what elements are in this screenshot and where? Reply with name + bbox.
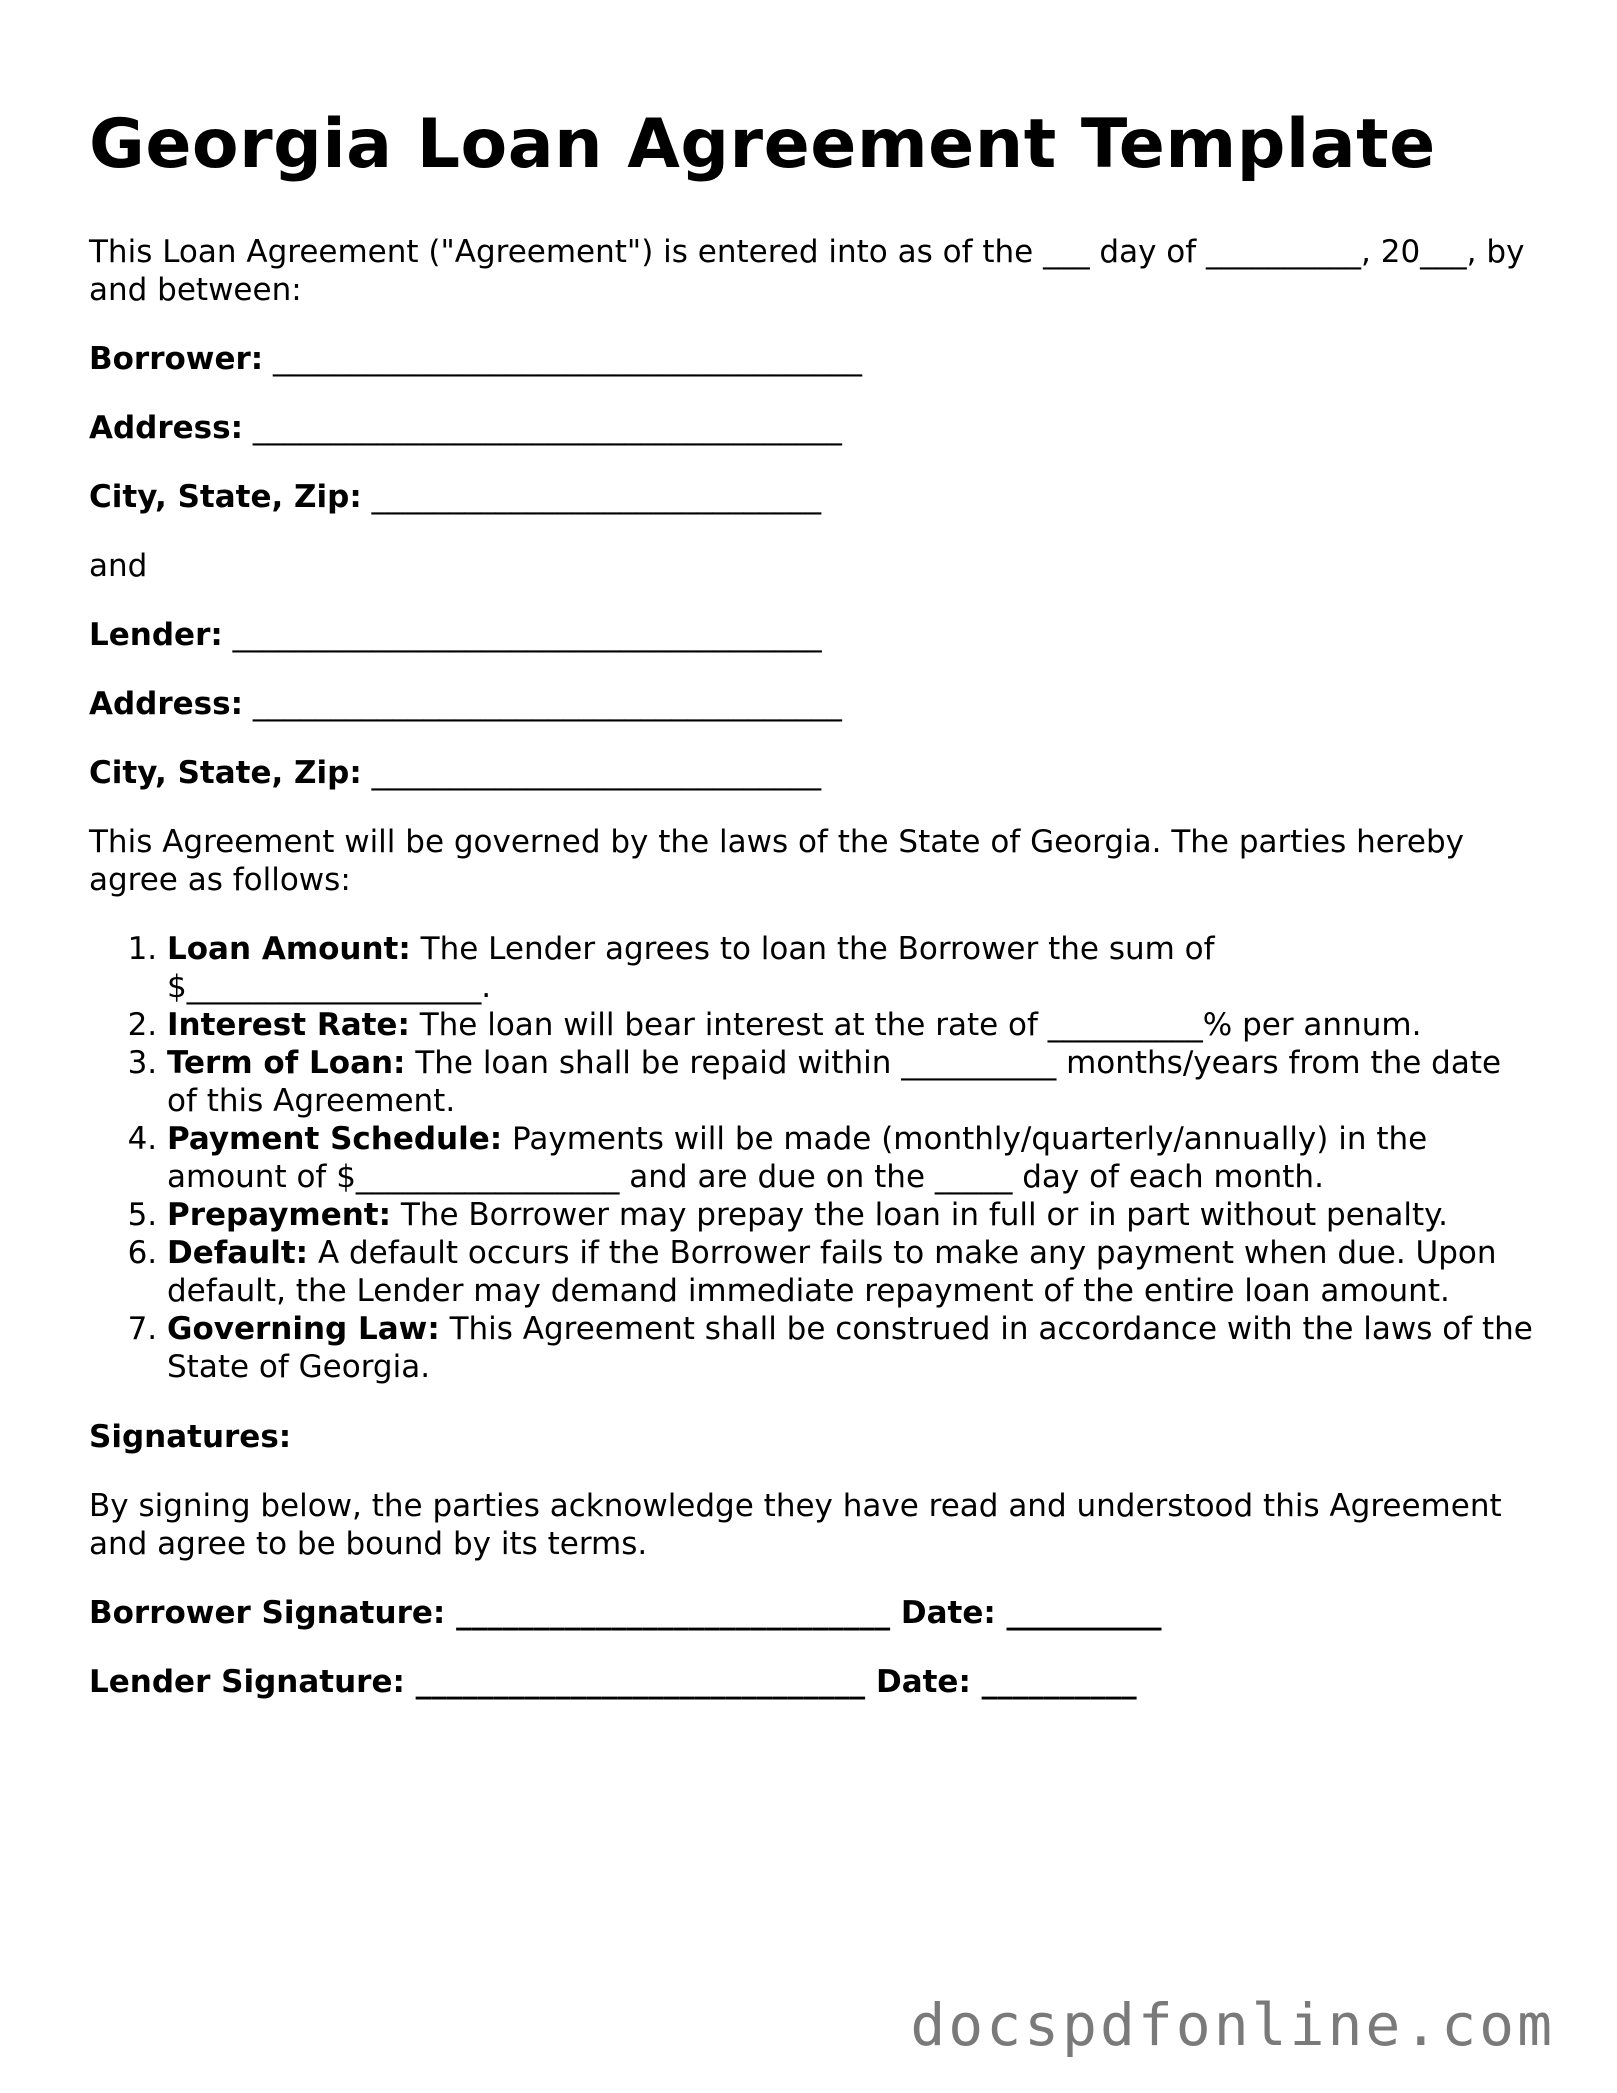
term-text: The Lender agrees to loan the Borrower the sum of $___________________. [167,930,1215,1005]
lender-city-label: City, State, Zip: [89,754,362,791]
watermark: docspdfonline.com [910,1991,1555,2059]
terms-list [89,930,1539,1386]
borrower-name-field [89,340,1539,378]
borrower-city-blank: _____________________________ [371,478,822,515]
lender-name-blank: ______________________________________ [232,616,822,653]
term-text: Payments will be made (monthly/quarterly/annually) in the amount of $_________________ and are due on the _____ day of each month. [167,1120,1428,1195]
document-title: Georgia Loan Agreement Template [89,105,1436,184]
borrower-address-field [89,409,1539,447]
lender-city-blank: _____________________________ [371,754,822,791]
borrower-signature-label: Borrower Signature: ____________________________ Date: __________ [89,1594,1162,1631]
signatures-heading [89,1418,1539,1456]
borrower-address-blank: ______________________________________ [252,409,842,446]
lender-signature-line [89,1663,1539,1701]
signatures-statement: By signing below, the parties acknowledge they have read and understood this Agreement and agree to be bound by its terms. [89,1487,1502,1562]
term-label: Governing Law: [167,1310,440,1347]
term-item [167,1006,1539,1044]
term-item [167,1310,1539,1386]
borrower-name-label: Borrower: [89,340,264,377]
lender-signature-label: Lender Signature: _____________________________ Date: __________ [89,1663,1137,1700]
lender-address-blank: ______________________________________ [252,685,842,722]
lender-name-label: Lender: [89,616,223,653]
term-text: This Agreement shall be construed in accordance with the laws of the State of Georgia. [167,1310,1533,1385]
term-text: The loan will bear interest at the rate of __________% per annum. [419,1006,1422,1043]
lender-city-field [89,754,1539,792]
term-label: Default: [167,1234,309,1271]
term-item [167,1044,1539,1120]
term-text: A default occurs if the Borrower fails to make any payment when due. Upon default, the Lender may demand immediate repayment of the entire loan amount. [167,1234,1497,1309]
document-page [89,105,1539,1732]
borrower-city-field [89,478,1539,516]
borrower-city-label: City, State, Zip: [89,478,362,515]
lender-name-field [89,616,1539,654]
signatures-heading-text: Signatures: [89,1418,292,1455]
term-text: The Borrower may prepay the loan in full or in part without penalty. [400,1196,1448,1233]
term-item [167,1120,1539,1196]
term-item [167,930,1539,1006]
lender-address-label: Address: [89,685,243,722]
governing-intro: This Agreement will be governed by the laws of the State of Georgia. The parties hereby agree as follows: [89,823,1464,898]
term-item [167,1196,1539,1234]
term-item [167,1234,1539,1310]
term-label: Term of Loan: [167,1044,406,1081]
term-label: Interest Rate: [167,1006,410,1043]
term-label: Prepayment: [167,1196,392,1233]
term-label: Payment Schedule: [167,1120,503,1157]
and-text: and [89,547,148,584]
intro-paragraph: This Loan Agreement ("Agreement") is entered into as of the ___ day of __________, 20___, by and between: [89,233,1525,308]
term-label: Loan Amount: [167,930,411,967]
borrower-name-blank: ______________________________________ [273,340,863,377]
borrower-address-label: Address: [89,409,243,446]
lender-address-field [89,685,1539,723]
term-text: The loan shall be repaid within __________ months/years from the date of this Agreement. [167,1044,1502,1119]
borrower-signature-line [89,1594,1539,1632]
